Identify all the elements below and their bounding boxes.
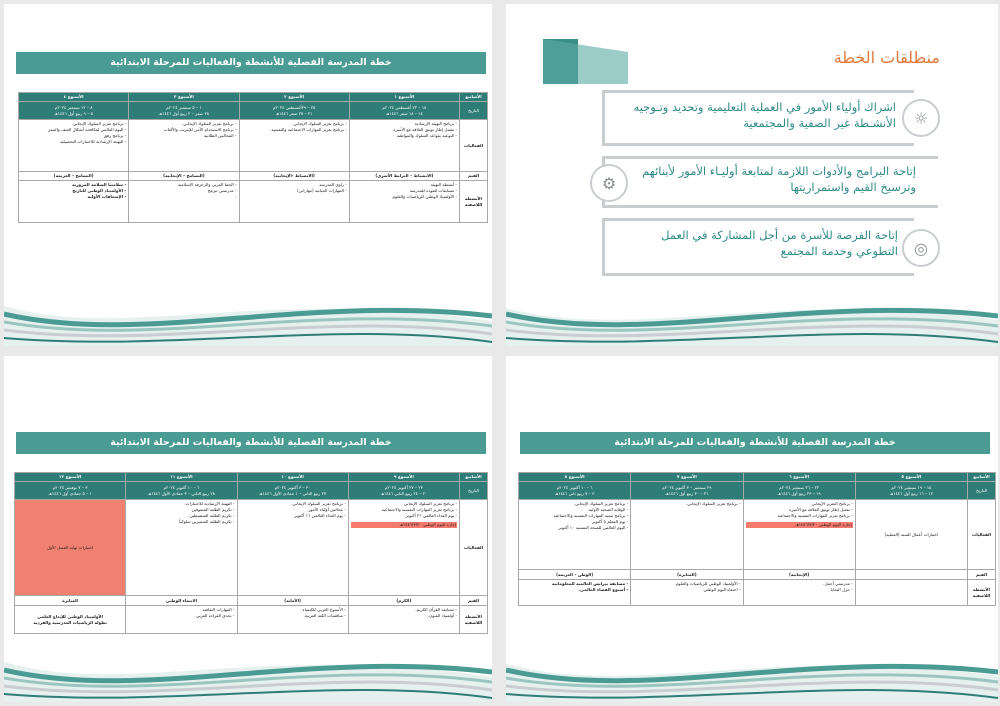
- slide-plan-weeks-9-12[interactable]: [4, 356, 492, 702]
- events-cell: - برنامج تعزيز السلوك الإيجابي. - الوقاية الصحية الأولية. - برنامج تنمية المهارات النفسية والاجتماعية - يوم المعلم ٥ أكتوبر - اليوم العالمي للصحة النفسية ١٠ أكتوبر: [519, 500, 631, 570]
- exam-cell: اختبارات أعمال السنة (العملية): [855, 500, 967, 570]
- week-date: ٨ – ١٢ سبتمبر ٢٠٢٤م ٥ – ٩ ربيع أول ١٤٤٦هـ: [19, 102, 129, 120]
- week-date: ٦ – ١٠ أكتوبر ٢٠٢٤م ٣ – ٧ ربيع ثاني ١٤٤٦هـ: [519, 482, 631, 500]
- week-date: ٦ – ١٠ أكتوبر ٢٠٢٤م ٢٨ ربيع الثاني – ٣ جمادى الأول ١٤٤٦هـ: [126, 482, 237, 500]
- week-date: ٣ – ٧ نوفمبر ٢٠٢٤م ١ – ٥ جمادى أول ١٤٤٦هـ: [15, 482, 126, 500]
- activities-cell: - أنشطة التهيئة - مسابقات للعودة للمدرسة - الأولمبياد الوطني للرياضيات والعلوم: [349, 181, 459, 223]
- decorative-waves: [4, 642, 492, 702]
- row-label-events: الفعاليات: [460, 500, 488, 596]
- activities-cell: - مسابقة بيزابس العالمية للمعلوماتية - أسبوع الفضاء العالمي.: [519, 580, 631, 606]
- lightbulb-icon: ☼: [902, 99, 940, 137]
- activities-cell: الأولمبياد الوطني للإبداع العلمي بطولة الرياضيات المدرسية والفردية: [15, 606, 126, 634]
- principles-title: منطلقات الخطة: [833, 48, 940, 67]
- activities-cell: - راوي المدرسة - المهارات الحياتية (مهاراتي): [239, 181, 349, 223]
- plan-table: [18, 92, 488, 223]
- events-cell: - برنامج تعزيز السلوك الإيجابي. - برنامج الاستخدام الآمن للإنترنت والألعاب - المجالس الطلابية: [129, 120, 239, 172]
- row-label-events: الفعاليات: [460, 120, 488, 172]
- values-cell: المثابرة: [15, 596, 126, 606]
- row-label-values: القيم: [460, 596, 488, 606]
- week-date: ١٨ – ٢٢ أغسطس ٢٠٢٤م ١٤ – ١٨ صفر ١٤٤٦هـ: [349, 102, 459, 120]
- row-label-activities: الأنشطة اللاصفية: [968, 580, 996, 606]
- values-cell: (الانضباط -الإيجابية): [239, 172, 349, 181]
- week-date: ٢٢ – ٢٦ سبتمبر ٢٠٢٤م ١٩ – ٢٣ ربيع أول ١٤٤٦هـ: [743, 482, 855, 500]
- week-title: الأسبوع ١٢: [15, 473, 126, 482]
- week-date: ٣٠ – ٣ أكتوبر ٢٠٢٤م ٢٧ ربيع الثاني – ١ جمادى الأول ١٤٤٦هـ: [237, 482, 348, 500]
- row-label-activities: الأنشطة اللاصفية: [460, 606, 488, 634]
- week-title: الأسبوع ٩: [348, 473, 459, 482]
- holiday-highlight: إجازة اليوم الوطني ١٤٤٦/٣/٢٠هـ: [746, 522, 853, 528]
- week-title: الأسبوع ١١: [126, 473, 237, 482]
- events-cell: - برنامج تعزيز السلوك الإيجابي. - برنامج تعزيز المهارات الاجتماعية والنفسية.: [239, 120, 349, 172]
- row-label-date: التاريخ: [460, 482, 488, 500]
- values-cell: (التسامح – الإيجابية): [129, 172, 239, 181]
- values-cell: (الوطن – العزيمة): [519, 570, 631, 580]
- events-cell: - برنامج تعزيز السلوك الإيجابي. - مجالس أولياء الأمور - يوم الغذاء العالمي ١٦ أكتوبر: [237, 500, 348, 596]
- slide-plan-weeks-5-8[interactable]: [506, 356, 998, 702]
- values-cell: (الإيجابية): [743, 570, 855, 580]
- week-title: الأسبوع ٣: [129, 93, 239, 102]
- events-cell: - برنامج تعزيز السلوك الإيجابي.: [631, 500, 743, 570]
- week-title: الأسبوع ١٠: [237, 473, 348, 482]
- slide-banner-title: خطة المدرسة الفصلية للأنشطة والفعاليات للمرحلة الابتدائية: [16, 52, 486, 74]
- exam-cell: اختبارات نهاية الفصل الأول: [15, 500, 126, 596]
- holiday-highlight: إجازة اليوم الوطني ١٤٤٦/٣/٢٠هـ: [351, 522, 457, 528]
- week-date: ٢٣ – ٢٧ أكتوبر ٢٠٢٤م ٢٠ – ٢٤ ربيع الثاني ١٤٤٦هـ: [348, 482, 459, 500]
- week-title: الأسبوع ٦: [743, 473, 855, 482]
- row-label-activities: الأنشطة اللاصفية: [460, 181, 488, 223]
- slide-banner-title: خطة المدرسة الفصلية للأنشطة والفعاليات للمرحلة الابتدائية: [520, 432, 990, 454]
- row-label-values: القيم: [460, 172, 488, 181]
- values-cell: الانتماء الوطني: [126, 596, 237, 606]
- row-label-values: القيم: [968, 570, 996, 580]
- row-label-weeks: الأسابيع: [460, 93, 488, 102]
- values-cell: (التسامح – العزيمة): [19, 172, 129, 181]
- activities-cell: - الخط العربي والزخرفة الإسلامية - مدرستي تبرمج -: [129, 181, 239, 223]
- week-title: الأسبوع ١: [349, 93, 459, 102]
- events-cell: - التهيئة الإرشادية للاختبارات. - تكريم الطلبة المتفوقين - تكريم الطلبة المنضبطين. - تكريم الطلبة المتميزين سلوكياً: [126, 500, 237, 596]
- week-title: الأسبوع ٧: [631, 473, 743, 482]
- values-cell: (الانضباط – الترابط الأسري): [349, 172, 459, 181]
- activities-cell: - المهارات الثقافية - تحدي القراءة العربي: [126, 606, 237, 634]
- week-date: ١٥ – ١٩ سبتمبر ٢٠٢٤م ١٢ – ١٦ ربيع أول ١٤٤٦هـ: [855, 482, 967, 500]
- week-date: ١ – ٥ سبتمبر ٢٠٢٤م ٢٨ صفر – ٢ ربيع أول ١٤٤٦هـ: [129, 102, 239, 120]
- decorative-waves: [506, 642, 998, 702]
- week-title: الأسبوع ٤: [19, 93, 129, 102]
- slide-plan-weeks-1-4[interactable]: [4, 4, 492, 346]
- target-icon: ◎: [902, 229, 940, 267]
- principle-text: إتاحة الفرصة للأسرة من أجل المشاركة في العمل التطوعي وخدمة المجتمع: [661, 228, 898, 258]
- week-date: ٢٩ سبتمبر – ٣ أكتوبر ٢٠٢٤م ٢٦ – ٣٠ ربيع أول ١٤٤٦هـ: [631, 482, 743, 500]
- week-title: الأسبوع ٨: [519, 473, 631, 482]
- week-title: الأسبوع ٥: [855, 473, 967, 482]
- events-cell: - برنامج التعزيز الإيجابي - تفعيل إطار توثيق العلاقة مع الأسرة - برنامج تعزيز المهارات النفسية والاجتماعية إجازة اليوم الوطني ١٤٤٦/٣/٢٠هـ: [743, 500, 855, 570]
- decorative-waves: [506, 286, 998, 346]
- row-label-weeks: الأسابيع: [968, 473, 996, 482]
- row-label-events: الفعاليات: [968, 500, 996, 570]
- activities-cell: - الأولمبياد الوطني للرياضيات والعلوم - احتفاء اليوم الوطني: [631, 580, 743, 606]
- events-cell: - برنامج تعزيز السلوك الإيجابي - برنامج تعزيز المهارات النفسية والاجتماعية - يوم الغذاء العالمي ٢٦ أكتوبر إجازة اليوم الوطني ١٤٤٦/٣/٢٠هـ: [348, 500, 459, 596]
- week-date: ٢٥ – ٢٩أغسطس ٢٠٢٤م ٢١ – ٢٥ صفر ١٤٤٦هـ: [239, 102, 349, 120]
- values-cell: (الأمانة): [237, 596, 348, 606]
- gear-icon: ⚙: [590, 164, 628, 202]
- values-cell: [855, 570, 967, 580]
- values-cell: (المثابرة): [631, 570, 743, 580]
- principle-text: اشراك أولياء الأمور في العملية التعليمية وتحديد وتـوجيه الأنشـطة غير الصفية والمجتمعية: [633, 100, 896, 130]
- slide-banner-title: خطة المدرسة الفصلية للأنشطة والفعاليات للمرحلة الابتدائية: [16, 432, 486, 454]
- row-label-weeks: الأسابيع: [460, 473, 488, 482]
- activities-cell: - سلامتنا السلامة المرورية - الأولمبياد الوطني للتاريخ - الإسعافات الأولية: [19, 181, 129, 223]
- plan-table: [518, 472, 996, 606]
- principle-text: إتاحة البرامج والأدوات اللازمة لمتابعة أوليـاء الأمور لأبنائهم وترسيخ القيم واستمراريتها: [642, 164, 916, 194]
- activities-cell: - مدرستي أجمل. - جزل التحايا: [743, 580, 855, 606]
- activities-cell: - الأسبوع العربي للكيمياء. - مناقشات اللغة العربية.: [237, 606, 348, 634]
- events-cell: - برنامج تعزيز السلوك الإيجابي. - اليوم العالمي لمكافحة أشكال العنف والتنمر - برنامج رفق - التهيئة الإرشادية للاختبارات التحصيلية: [19, 120, 129, 172]
- decorative-waves: [4, 286, 492, 346]
- activities-cell: [855, 580, 967, 606]
- row-label-date: التاريخ: [968, 482, 996, 500]
- activities-cell: - مسابقة القرآن الكريم. - أولمبياد الفنون.: [348, 606, 459, 634]
- plan-table: [14, 472, 488, 634]
- row-label-date: التاريخ: [460, 102, 488, 120]
- values-cell: (الكرم): [348, 596, 459, 606]
- events-cell: - برنامج التهيئة الإرشادية - تفعيل إطار توثيق العلاقة مع الأسرة. - التوعية بقواعد السلوك والمواظبة: [349, 120, 459, 172]
- week-title: الأسبوع ٢: [239, 93, 349, 102]
- slide-plan-principles[interactable]: [506, 4, 998, 346]
